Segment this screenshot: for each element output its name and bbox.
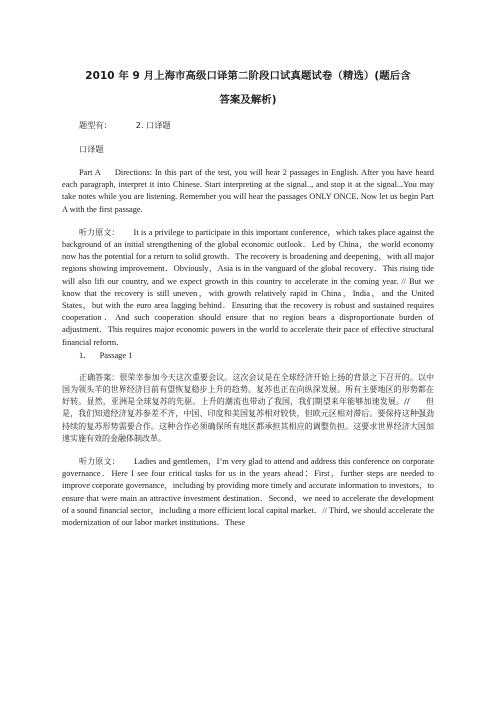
part-a-head: Part A	[79, 168, 101, 177]
passage-2-source-label: 听力原文：	[79, 457, 120, 467]
question-type-label: 题型有：	[79, 120, 112, 130]
title-line-2: 答案及解析)	[219, 94, 277, 106]
question-item-1-number: 1．	[79, 350, 92, 360]
question-type-value: 2. 口译题	[135, 120, 171, 130]
title-line-1: 2010 年 9 月上海市高级口译第二阶段口试真题试卷（精选）(题后含	[85, 70, 411, 82]
part-a-text: Directions: In this part of the test, you will hear 2 passages in English. After you have heard each paragraph, interpret it into Chinese. Start interpreting at the signal.., and stop it at the signal...You may take notes while you are listening. Remember you will hear the passages ONLY ONCE. Now let us begin Part A with the first passage.	[62, 168, 434, 214]
passage-1-source-text: It is a privilege to participate in this important conference，which takes place against the background of an initial strengthening of the global economic outlook．Led by China，the world economy now has the potential for a return to solid growth．The recovery is broadening and deepening，with all major regions showing improvement．Obviously，Asia is in the vanguard of the global recovery．This rising tide will also lift our country, and we expect growth in this country to accelerate in the coming year. // But we know that the recovery is still uneven，with growth relatively rapid in China，India，and the United States，but with the euro area lagging behind．Ensuring that the recovery is robust and sustained requires cooperation．And such cooperation should ensure that no region bears a disproportionate burden of adjustment．This requires major economic powers in the world to accelerate their pace of effective structural financial reform．	[62, 227, 434, 347]
section-name: 口译题	[79, 144, 104, 154]
passage-1-source	[62, 227, 434, 349]
passage-1-answer: 正确答案：很荣幸参加今天这次重要会议。这次会议是在全球经济开始上扬的背景之下召开的。以中国为领头羊的世界经济目前有望恢复稳步上升的趋势。复苏也正在向纵深发展。所有主要地区的形势都在好转。显然，亚洲是全球复苏的先驱。上升的潮流也带动了我国，我们期望来年能够加速发展。// 但是，我们知道经济复苏参差不齐，中国、印度和美国复苏相对较快，但欧元区相对滞后。要保持这种强劲持续的复苏形势需要合作。这种合作必须确保所有地区都承担其相应的调整负担。这要求世界经济大国加速实施有效的金融体制改革。	[62, 372, 434, 443]
passage-1-source-label: 听力原文：	[79, 227, 120, 237]
passage-2-source	[62, 456, 434, 529]
part-a-directions	[62, 167, 434, 216]
document-title	[62, 64, 434, 112]
question-item-1	[62, 350, 434, 362]
question-type	[62, 119, 434, 131]
passage-2-source-text: Ladies and gentlemen，I’m very glad to attend and address this conference on corporate governance．Here I see four critical tasks for us in the years ahead：First，further steps are needed to improve corporate governance，including by providing more timely and accurate information to investors，to ensure that were main an attractive investment destination．Second，we need to accelerate the development of a sound financial sector，including a more efficient local capital market．// Third, we should accelerate the modernization of our labor market institutions．These	[62, 457, 434, 528]
question-item-1-label: Passage 1	[99, 350, 133, 360]
